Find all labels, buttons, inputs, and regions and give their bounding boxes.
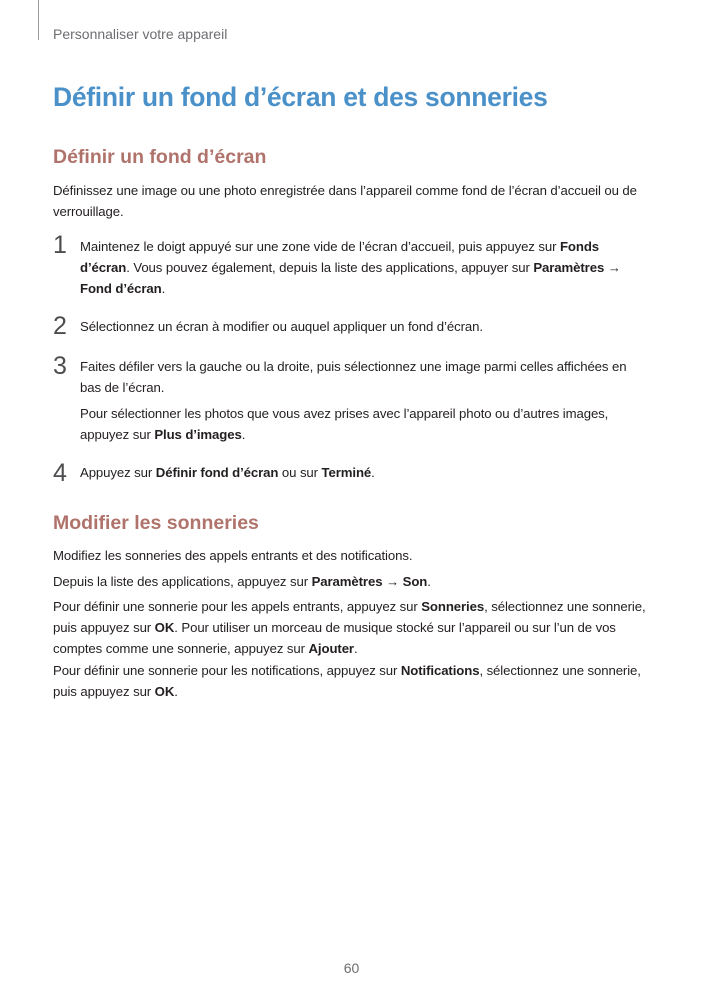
chapter-title: Définir un fond d’écran et des sonneries: [53, 82, 548, 112]
section-title-wallpaper: Définir un fond d’écran: [53, 146, 267, 168]
arrow-glyph: →: [382, 574, 403, 589]
step-number-2: 2: [53, 312, 67, 340]
step-number-4: 4: [53, 459, 67, 487]
ringtone-para-2: Depuis la liste des applications, appuyez sur Paramètres → Son.: [53, 574, 431, 589]
ui-term: Ajouter: [308, 641, 354, 656]
ui-term: OK: [154, 620, 175, 635]
ui-term: Définir fond d’écran: [155, 465, 279, 480]
step-text-4: Appuyez sur Définir fond d’écran ou sur Terminé.: [80, 465, 375, 480]
ui-term: Plus d’images: [154, 427, 242, 442]
step-text-3: Faites défiler vers la gauche ou la droite, puis sélectionnez une image parmi celles affichées en bas de l’écran.: [80, 359, 627, 395]
ui-term: OK: [154, 684, 175, 699]
step-text-2: Sélectionnez un écran à modifier ou auquel appliquer un fond d’écran.: [80, 319, 483, 334]
ui-term: Fonds d’écran: [80, 239, 600, 275]
running-header: Personnaliser votre appareil: [53, 26, 228, 42]
ui-term: Sonneries: [421, 599, 485, 614]
page-number: 60: [343, 960, 360, 976]
ui-term: Son: [402, 574, 428, 589]
step-number-3: 3: [53, 352, 67, 380]
ringtone-para-4: Pour définir une sonnerie pour les notifications, appuyez sur Notifications, sélectionnez une sonnerie, puis appuyez sur OK.: [53, 663, 641, 699]
step-3-note: Pour sélectionner les photos que vous avez prises avec l’appareil photo ou d’autres images, appuyez sur Plus d’images.: [80, 406, 609, 442]
ui-term: Paramètres: [533, 260, 605, 275]
arrow-glyph: →: [604, 260, 621, 275]
ringtone-para-1: Modifiez les sonneries des appels entrants et des notifications.: [53, 548, 413, 563]
step-text-1: Maintenez le doigt appuyé sur une zone vide de l’écran d’accueil, puis appuyez sur Fonds d’écran. Vous pouvez également, depuis la liste des applications, appuyer sur Paramètres → Fond d’écran.: [80, 239, 621, 296]
header-rule: [38, 0, 39, 40]
wallpaper-intro: Définissez une image ou une photo enregistrée dans l’appareil comme fond de l’écran d’accueil ou de verrouillage.: [53, 183, 637, 219]
ringtone-para-3: Pour définir une sonnerie pour les appels entrants, appuyez sur Sonneries, sélectionnez une sonnerie, puis appuyez sur OK. Pour utiliser un morceau de musique stocké sur l’appareil ou sur l’un de vos comptes comme une sonnerie, appuyez sur Ajouter.: [53, 599, 646, 656]
ui-term: Fond d’écran: [80, 281, 162, 296]
step-number-1: 1: [53, 231, 67, 259]
ui-term: Paramètres: [311, 574, 383, 589]
ui-term: Notifications: [400, 663, 480, 678]
ui-term: Terminé: [321, 465, 372, 480]
section-title-ringtones: Modifier les sonneries: [53, 512, 259, 534]
